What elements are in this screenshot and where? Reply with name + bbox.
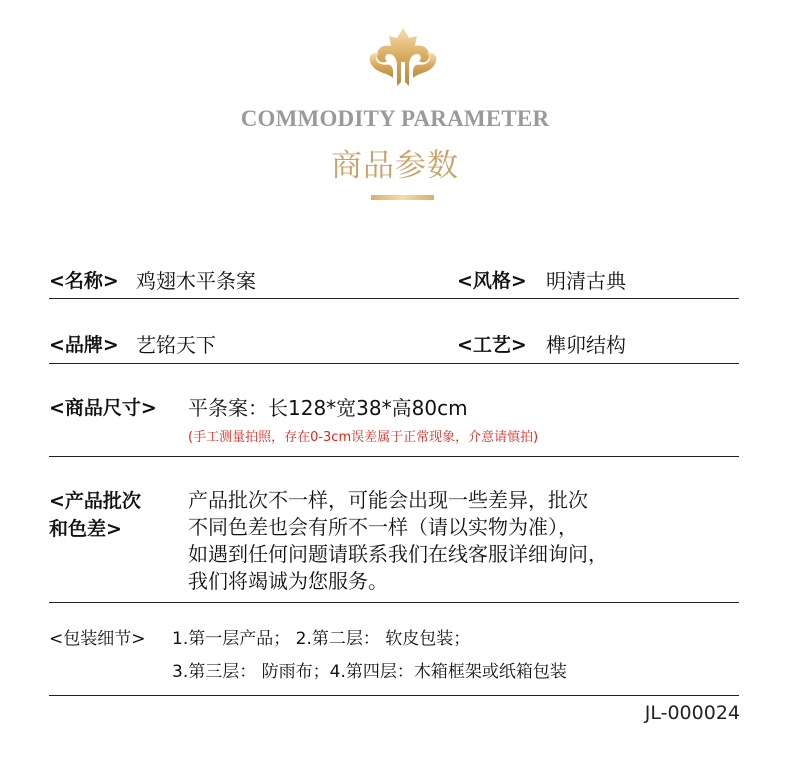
package-line: 1.第一层产品； 2.第二层： 软皮包装；: [172, 629, 471, 649]
name-label: <名称>: [49, 270, 119, 292]
gold-ornament-icon: [365, 26, 441, 90]
brand-value: 艺铭天下: [136, 333, 216, 357]
title-chinese: 商品参数: [331, 148, 459, 184]
size-label: <商品尺寸>: [49, 397, 157, 419]
style-label: <风格>: [457, 270, 527, 292]
style-value: 明清古典: [546, 269, 626, 293]
divider-2: [49, 363, 739, 364]
divider-3: [49, 456, 739, 457]
batch-label-line-2: 和色差>: [49, 518, 122, 540]
batch-text-line: 不同色差也会有所不一样（请以实物为准），: [188, 515, 578, 539]
divider-5: [49, 695, 739, 696]
product-code: JL-000024: [644, 702, 740, 724]
batch-label-line-1: <产品批次: [49, 490, 141, 512]
title-underline-bar: [371, 195, 434, 200]
name-value: 鸡翅木平条案: [136, 269, 256, 293]
batch-text-line: 我们将竭诚为您服务。: [188, 569, 388, 593]
package-label: <包装细节>: [49, 629, 146, 649]
craft-value: 榫卯结构: [546, 333, 626, 357]
brand-label: <品牌>: [49, 334, 119, 356]
divider-4: [49, 602, 739, 603]
size-value: 平条案：长128*宽38*高80cm: [188, 396, 468, 420]
divider-1: [49, 298, 739, 299]
title-english: COMMODITY PARAMETER: [240, 106, 550, 131]
batch-text-line: 产品批次不一样，可能会出现一些差异，批次: [188, 488, 588, 512]
batch-text-line: 如遇到任何问题请联系我们在线客服详细询问，: [188, 542, 608, 566]
package-line: 3.第三层： 防雨布；4.第四层：木箱框架或纸箱包装: [172, 662, 567, 682]
size-note: (手工测量拍照，存在0-3cm误差属于正常现象，介意请慎拍): [188, 430, 539, 445]
craft-label: <工艺>: [457, 334, 527, 356]
